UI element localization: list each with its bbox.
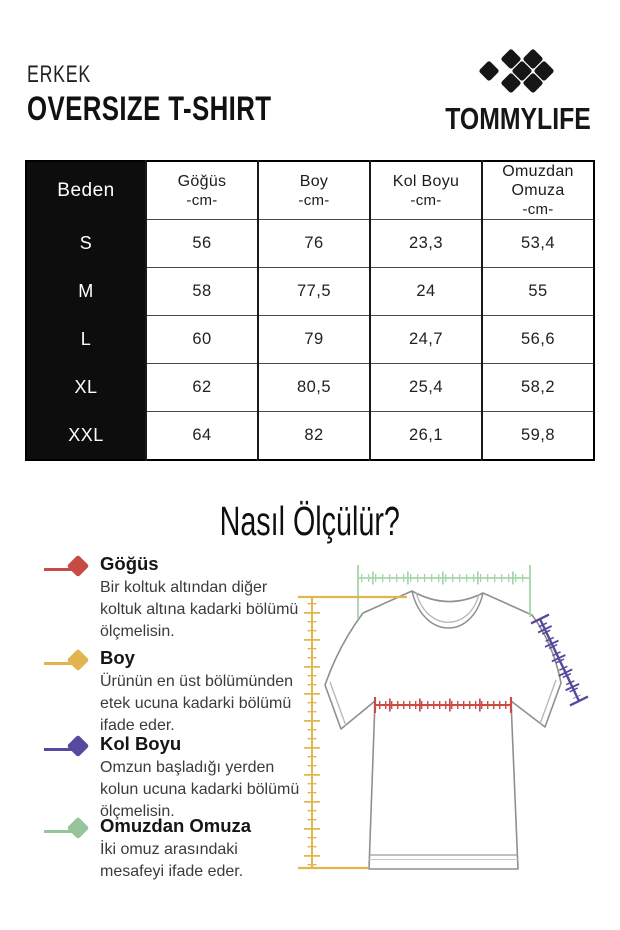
value-cell: 62	[146, 364, 258, 412]
diamond-marker-icon	[67, 555, 90, 578]
category-label: ERKEK	[27, 61, 91, 88]
column-header-sleeve	[370, 161, 482, 220]
value-cell: 56	[146, 220, 258, 268]
table-row	[26, 220, 594, 268]
diamond-marker-icon	[67, 649, 90, 672]
value-cell: 59,8	[482, 412, 594, 460]
table-row	[26, 412, 594, 460]
header	[27, 62, 349, 128]
column-header-length	[258, 161, 370, 220]
size-cell: M	[26, 268, 146, 316]
legend-item-label: Omuzdan Omuza	[100, 815, 252, 836]
tshirt-outline	[325, 591, 561, 869]
value-cell: 26,1	[370, 412, 482, 460]
value-cell: 77,5	[258, 268, 370, 316]
column-unit: -cm-	[298, 191, 330, 209]
legend-item-description: Omzun başladığı yerden kolun ucuna kadarki bölümü ölçmelisin.	[100, 759, 300, 820]
legend-item-length	[44, 646, 314, 737]
column-unit: -cm-	[410, 191, 442, 209]
value-cell: 76	[258, 220, 370, 268]
size-cell: XL	[26, 364, 146, 412]
table-row	[26, 364, 594, 412]
column-name: Omuzdan Omuza	[502, 163, 574, 199]
size-table	[25, 160, 595, 461]
value-cell: 80,5	[258, 364, 370, 412]
value-cell: 23,3	[370, 220, 482, 268]
table-corner-cell: Beden	[26, 161, 146, 220]
value-cell: 53,4	[482, 220, 594, 268]
line-diamond-icon	[44, 650, 96, 676]
line-diamond-icon	[44, 818, 96, 844]
legend-item-description: Ürünün en üst bölümünden etek ucuna kadarki bölümü ifade eder.	[100, 673, 294, 734]
brand-logo	[418, 46, 618, 137]
legend-item-shoulder	[44, 814, 314, 883]
measure-title	[0, 498, 620, 545]
legend-item-label: Kol Boyu	[100, 733, 182, 754]
legend-item-description: İki omuz arasındaki mesafeyi ifade eder.	[100, 841, 244, 880]
size-cell: S	[26, 220, 146, 268]
diamond-marker-icon	[67, 735, 90, 758]
legend-item-chest	[44, 552, 314, 643]
column-header-chest	[146, 161, 258, 220]
legend-item-label: Göğüs	[100, 553, 159, 574]
size-cell: L	[26, 316, 146, 364]
value-cell: 25,4	[370, 364, 482, 412]
legend-item-description: Bir koltuk altından diğer koltuk altına kadarki bölümü ölçmelisin.	[100, 579, 299, 640]
column-unit: -cm-	[186, 191, 218, 209]
value-cell: 24	[370, 268, 482, 316]
diamond-marker-icon	[67, 817, 90, 840]
tshirt-diagram	[295, 555, 620, 930]
value-cell: 64	[146, 412, 258, 460]
size-cell: XXL	[26, 412, 146, 460]
legend-item-sleeve	[44, 732, 314, 823]
value-cell: 56,6	[482, 316, 594, 364]
column-header-shoulder	[482, 161, 594, 220]
value-cell: 82	[258, 412, 370, 460]
value-cell: 60	[146, 316, 258, 364]
value-cell: 79	[258, 316, 370, 364]
legend-item-label: Boy	[100, 647, 135, 668]
table-row	[26, 268, 594, 316]
product-title: OVERSIZE T-SHIRT	[27, 90, 272, 128]
diamond-cluster-icon	[463, 46, 573, 98]
column-name: Boy	[299, 172, 329, 190]
line-diamond-icon	[44, 736, 96, 762]
column-unit: -cm-	[522, 201, 554, 218]
line-diamond-icon	[44, 556, 96, 582]
brand-name: TOMMYLIFE	[445, 101, 591, 136]
column-name: Kol Boyu	[392, 172, 460, 190]
value-cell: 58	[146, 268, 258, 316]
value-cell: 58,2	[482, 364, 594, 412]
value-cell: 55	[482, 268, 594, 316]
measure-title-text: Nasıl Ölçülür?	[219, 498, 401, 544]
value-cell: 24,7	[370, 316, 482, 364]
table-row	[26, 316, 594, 364]
column-name: Göğüs	[177, 172, 227, 190]
